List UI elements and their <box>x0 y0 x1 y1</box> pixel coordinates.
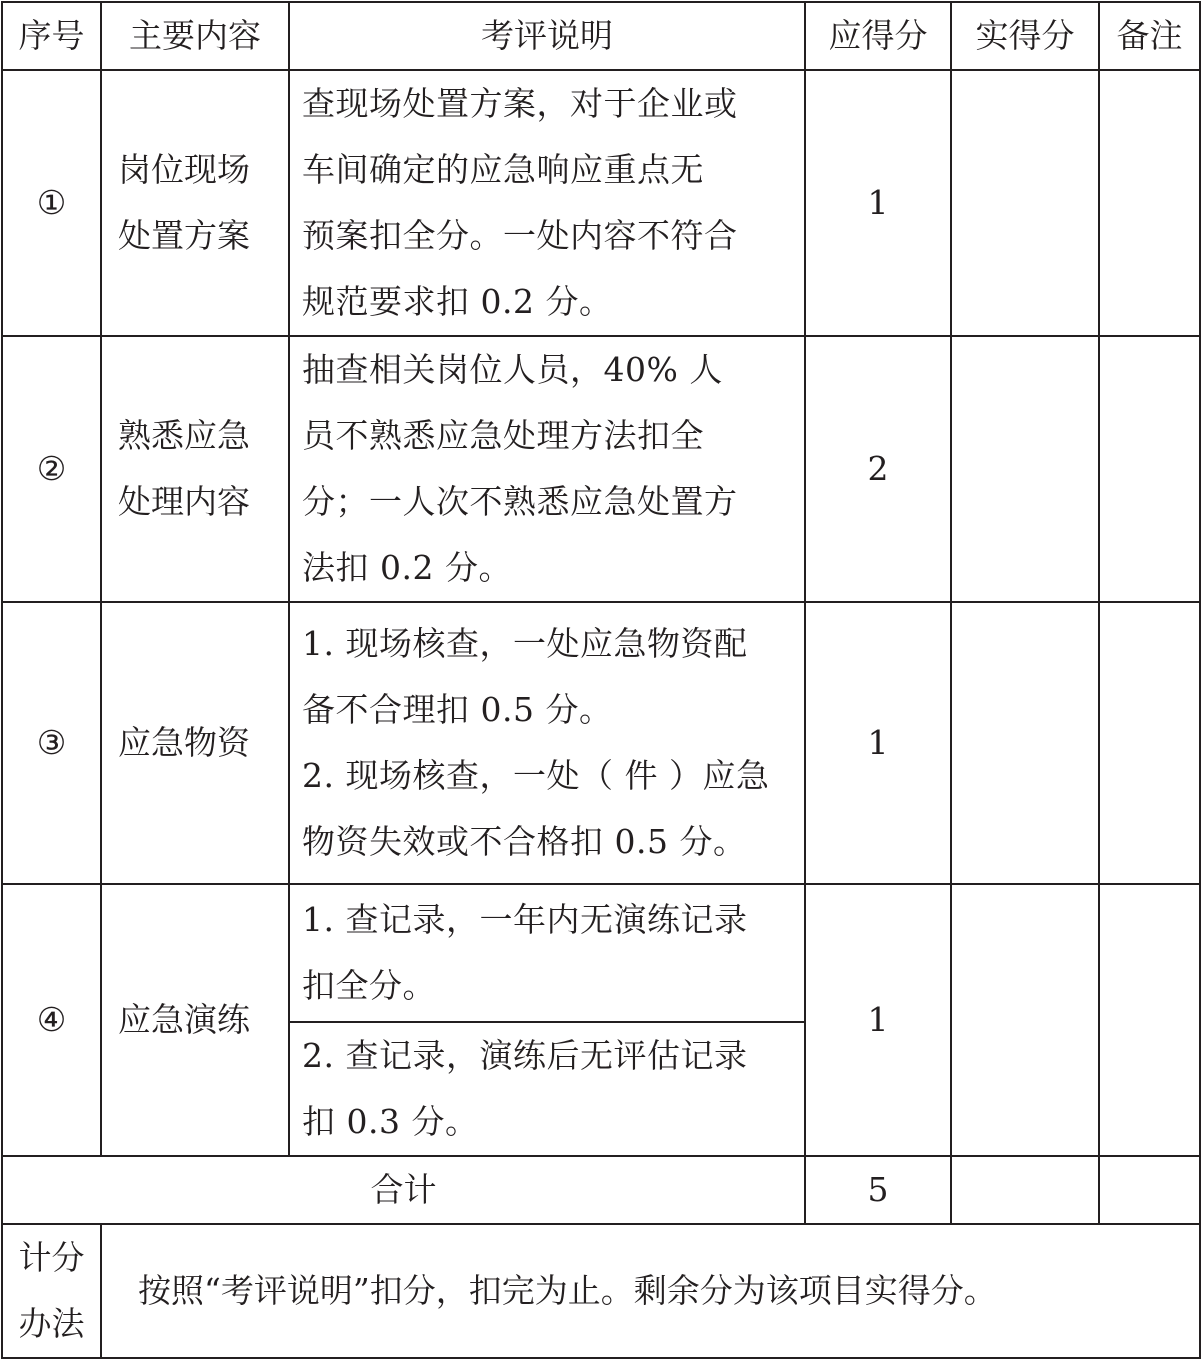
row-seq: ① <box>2 70 101 336</box>
method-text: 按照“考评说明”扣分，扣完为止。剩余分为该项目实得分。 <box>101 1224 1200 1358</box>
desc-line: 抽查相关岗位人员，40% 人 <box>302 350 723 389</box>
row-due-score: 1 <box>805 602 951 884</box>
row-desc-part-2 <box>289 1022 805 1156</box>
row-item <box>101 884 289 1156</box>
row-seq: ② <box>2 336 101 602</box>
desc-line: 规范要求扣 0.2 分。 <box>302 282 613 321</box>
table-row <box>2 336 1200 602</box>
row-desc <box>289 70 805 336</box>
desc-line: 2. 查记录，演练后无评估记录 <box>302 1036 748 1075</box>
row-actual-score-field[interactable] <box>951 70 1099 336</box>
desc-line: 预案扣全分。一处内容不符合 <box>302 216 738 255</box>
header-desc: 考评说明 <box>289 2 805 70</box>
desc-line: 员不熟悉应急处理方法扣全 <box>302 416 704 455</box>
row-remark-field[interactable] <box>1099 602 1200 884</box>
method-label-line: 计分 <box>18 1238 85 1277</box>
desc-line: 备不合理扣 0.5 分。 <box>302 690 613 729</box>
total-row <box>2 1156 1200 1224</box>
row-item <box>101 336 289 602</box>
row-remark-field[interactable] <box>1099 884 1200 1156</box>
total-remark-field[interactable] <box>1099 1156 1200 1224</box>
header-remark: 备注 <box>1099 2 1200 70</box>
total-actual-score-field[interactable] <box>951 1156 1099 1224</box>
row-desc <box>289 602 805 884</box>
assessment-table <box>1 1 1201 1359</box>
row-remark-field[interactable] <box>1099 336 1200 602</box>
header-content: 主要内容 <box>101 2 289 70</box>
row-seq: ③ <box>2 602 101 884</box>
header-row <box>2 2 1200 70</box>
table-row <box>2 70 1200 336</box>
desc-line: 法扣 0.2 分。 <box>302 548 512 587</box>
item-line: 应急物资 <box>118 723 250 762</box>
desc-line: 查现场处置方案，对于企业或 <box>302 84 738 123</box>
desc-line: 车间确定的应急响应重点无 <box>302 150 704 189</box>
header-seq: 序号 <box>2 2 101 70</box>
method-label <box>2 1224 101 1358</box>
table-row <box>2 884 1200 1022</box>
row-due-score: 1 <box>805 884 951 1156</box>
desc-line: 2. 现场核查，一处（ 件 ）应急 <box>302 756 770 795</box>
item-line: 处理内容 <box>118 482 250 521</box>
desc-line: 物资失效或不合格扣 0.5 分。 <box>302 822 747 861</box>
row-due-score: 1 <box>805 70 951 336</box>
row-actual-score-field[interactable] <box>951 884 1099 1156</box>
desc-line: 1. 现场核查，一处应急物资配 <box>302 624 748 663</box>
row-due-score: 2 <box>805 336 951 602</box>
header-due-score: 应得分 <box>805 2 951 70</box>
row-seq: ④ <box>2 884 101 1156</box>
row-actual-score-field[interactable] <box>951 336 1099 602</box>
total-label: 合计 <box>2 1156 805 1224</box>
item-line: 应急演练 <box>118 1000 250 1039</box>
table-row <box>2 602 1200 884</box>
row-item <box>101 70 289 336</box>
total-due-score: 5 <box>805 1156 951 1224</box>
item-line: 熟悉应急 <box>118 416 250 455</box>
method-label-line: 办法 <box>18 1304 85 1343</box>
row-item <box>101 602 289 884</box>
desc-line: 分；一人次不熟悉应急处置方 <box>302 482 738 521</box>
header-actual-score: 实得分 <box>951 2 1099 70</box>
desc-line: 扣全分。 <box>302 966 436 1005</box>
row-remark-field[interactable] <box>1099 70 1200 336</box>
row-actual-score-field[interactable] <box>951 602 1099 884</box>
method-row <box>2 1224 1200 1358</box>
item-line: 处置方案 <box>118 216 250 255</box>
row-desc-part-1 <box>289 884 805 1022</box>
item-line: 岗位现场 <box>118 150 250 189</box>
desc-line: 扣 0.3 分。 <box>302 1102 479 1141</box>
row-desc <box>289 336 805 602</box>
desc-line: 1. 查记录，一年内无演练记录 <box>302 900 748 939</box>
